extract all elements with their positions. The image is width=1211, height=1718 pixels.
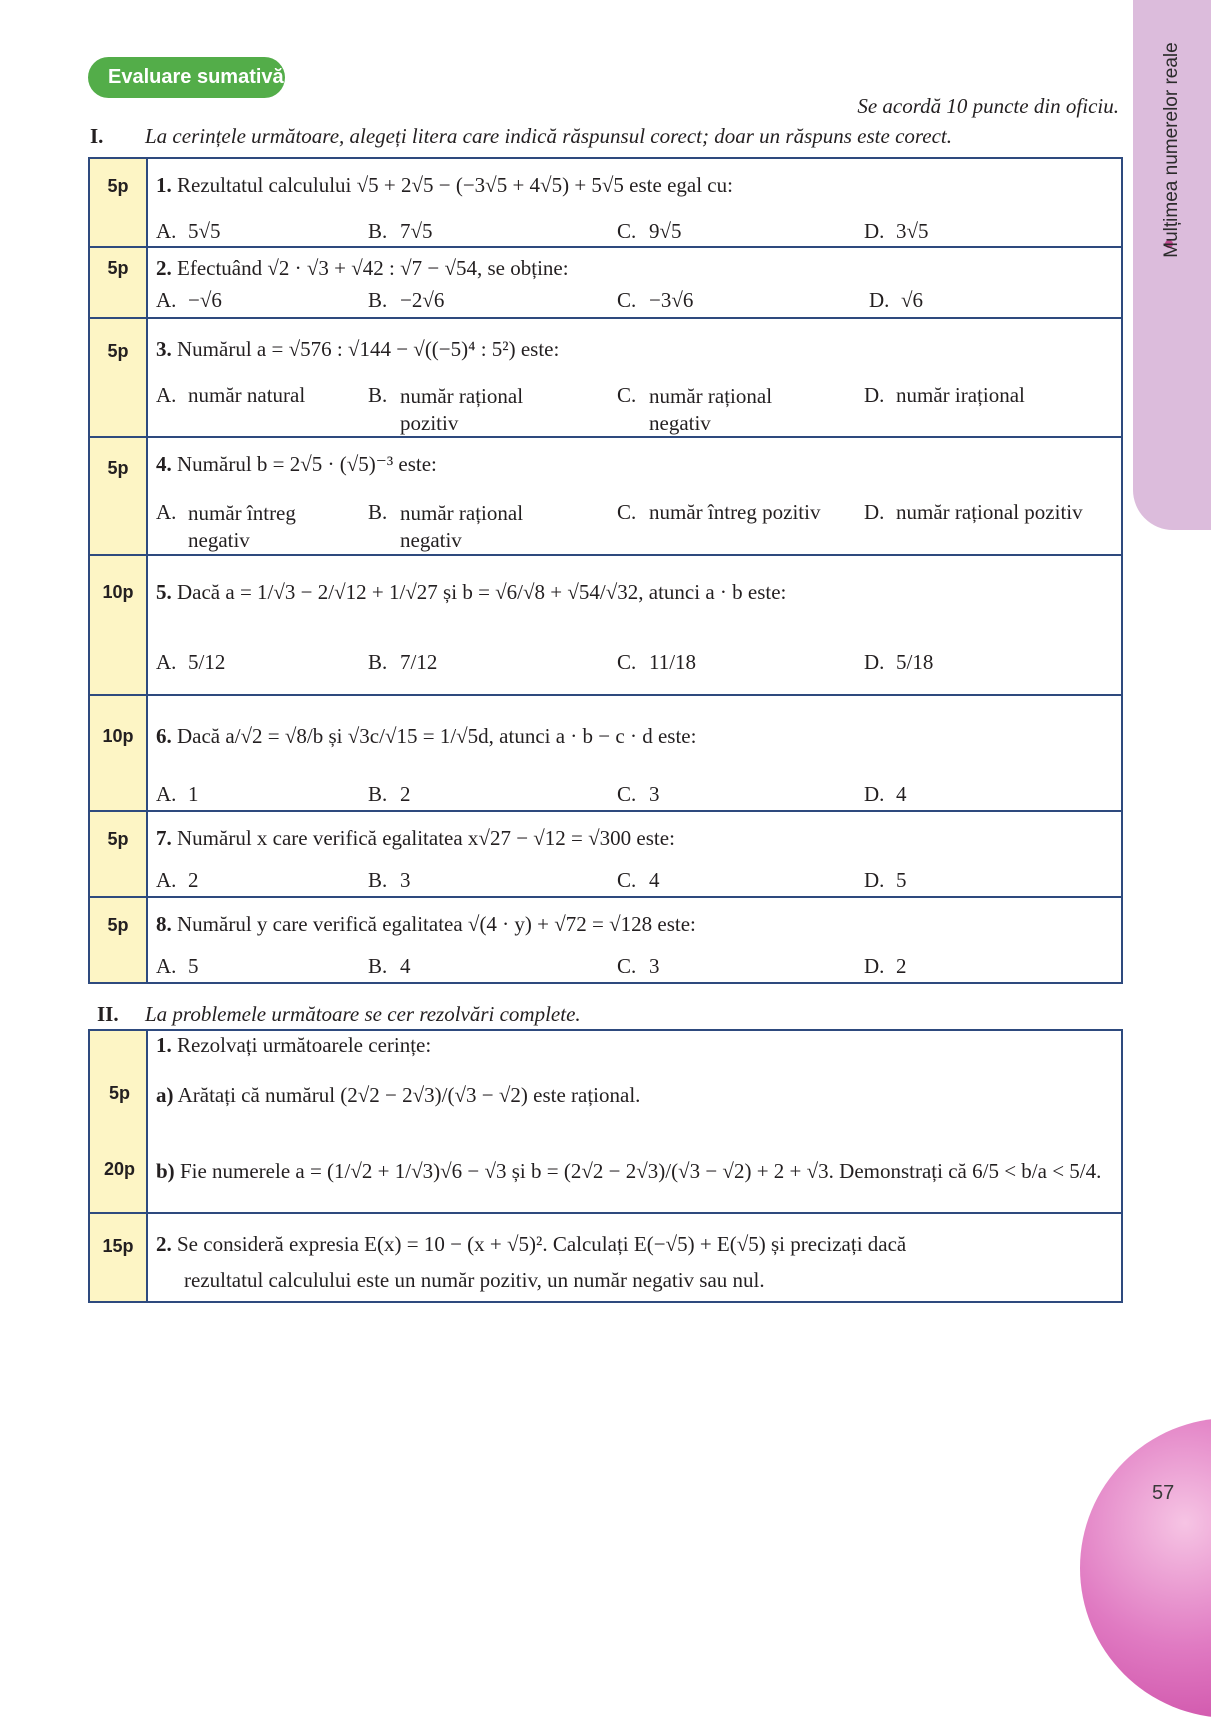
question-number: 2. [156,256,172,280]
option-a[interactable] [156,650,225,675]
option-a[interactable] [156,383,305,408]
option-text: număr rațional pozitiv [400,384,524,435]
option-text: 3√5 [896,219,929,243]
option-text: −3√6 [649,288,694,312]
option-text: 5 [896,868,907,892]
option-text: 2 [400,782,411,806]
option-a[interactable] [156,288,222,313]
question-stem [156,173,733,198]
question-row [89,437,1122,555]
option-letter: A. [156,868,177,892]
question-stem [156,912,696,937]
option-text: 9√5 [649,219,682,243]
part1-instruction: La cerințele următoare, alegeți litera care indică răspunsul corect; doar un răspuns este corect. [145,124,953,148]
option-letter: B. [368,383,388,407]
question-points: 10p [89,555,147,695]
question-body [147,247,1122,318]
option-d[interactable] [864,650,933,675]
option-c[interactable] [617,383,809,437]
problem-body [147,1030,1122,1213]
option-letter: A. [156,782,177,806]
question-stem [156,337,559,362]
question-row [89,555,1122,695]
option-letter: C. [617,650,637,674]
option-b[interactable] [368,782,411,807]
option-c[interactable] [617,219,682,244]
question-body [147,695,1122,811]
option-letter: D. [869,288,890,312]
option-text: număr natural [188,383,306,407]
problem-points: 15p [89,1213,147,1302]
section-badge: Evaluare sumativă [88,57,285,98]
question-number: 4. [156,452,172,476]
option-text: 5 [188,954,199,978]
option-b[interactable] [368,650,437,675]
option-letter: A. [156,219,177,243]
option-text: număr rațional negativ [649,384,773,435]
side-tab-title: Mulțimea numerelor reale [1161,42,1182,258]
option-text: 1 [188,782,199,806]
problem-number: 1. [156,1033,172,1057]
option-letter: A. [156,288,177,312]
option-letter: C. [617,782,637,806]
question-number: 1. [156,173,172,197]
option-letter: A. [156,954,177,978]
option-letter: C. [617,383,637,407]
option-a[interactable] [156,500,328,554]
subproblem-a [156,1083,640,1108]
option-d[interactable] [864,383,1025,408]
question-text: Numărul x care verifică egalitatea x√27 − √12 = √300 este: [177,826,675,850]
part1-numeral: I. [90,124,104,148]
subproblem-label: a) [156,1083,174,1107]
option-d[interactable] [864,219,929,244]
option-c[interactable] [617,868,660,893]
question-text: Dacă a/√2 = √8/b și √3c/√15 = 1/√5d, atunci a · b − c · d este: [177,724,697,748]
option-letter: D. [864,954,885,978]
option-b[interactable] [368,954,411,979]
question-points: 5p [89,247,147,318]
subproblem-text: Arătați că numărul (2√2 − 2√3)/(√3 − √2) este rațional. [177,1083,641,1107]
option-text: 2 [188,868,199,892]
problem-text: Se consideră expresia E(x) = 10 − (x + √5)². Calculați E(−√5) + E(√5) și precizați dacă [177,1232,907,1256]
option-text: 4 [896,782,907,806]
option-text: 5/12 [188,650,226,674]
subproblem-b [156,1159,1101,1184]
question-points: 5p [89,437,147,555]
option-text: √6 [901,288,924,312]
problem-row [89,1213,1122,1302]
option-b[interactable] [368,868,411,893]
option-d[interactable] [864,500,1083,525]
option-text: −√6 [188,288,222,312]
question-row [89,897,1122,983]
question-number: 8. [156,912,172,936]
option-d[interactable] [864,868,907,893]
question-body [147,318,1122,437]
option-b[interactable] [368,500,560,554]
option-letter: B. [368,288,388,312]
option-text: 3 [649,954,660,978]
corner-decoration [1080,1418,1211,1718]
question-stem [156,826,675,851]
problem-points-cell [89,1030,147,1213]
option-text: 4 [649,868,660,892]
question-stem [156,256,569,281]
problem-line: rezultatul calculului este un număr pozitiv, un număr negativ sau nul. [184,1268,765,1292]
question-points: 5p [89,897,147,983]
option-letter: B. [368,650,388,674]
option-a[interactable] [156,868,199,893]
option-text: număr rațional negativ [400,501,524,552]
question-row [89,811,1122,897]
question-points: 5p [89,318,147,437]
question-points: 5p [89,158,147,247]
option-text: 3 [400,868,411,892]
question-stem [156,452,437,477]
option-text: −2√6 [400,288,445,312]
option-text: 7√5 [400,219,433,243]
option-letter: C. [617,868,637,892]
part2-numeral: II. [97,1002,119,1026]
part2-table [88,1029,1123,1303]
option-b[interactable] [368,288,444,313]
question-body [147,897,1122,983]
question-stem [156,724,696,749]
option-text: număr întreg pozitiv [649,500,821,524]
option-letter: D. [864,500,885,524]
problem-row [89,1030,1122,1213]
option-text: 11/18 [649,650,697,674]
option-d[interactable] [869,288,923,313]
question-stem [156,580,786,605]
option-letter: B. [368,782,388,806]
option-text: 5/18 [896,650,934,674]
option-c[interactable] [617,500,820,525]
subproblem-text: Fie numerele a = (1/√2 + 1/√3)√6 − √3 și b = (2√2 − 2√3)/(√3 − √2) + 2 + √3. Demonstrați că 6/5 < b/a < 5/4. [179,1159,1102,1183]
option-c[interactable] [617,650,696,675]
option-letter: A. [156,383,177,407]
option-letter: A. [156,650,177,674]
subproblem-label: b) [156,1159,175,1183]
question-row [89,158,1122,247]
option-b[interactable] [368,383,560,437]
option-letter: D. [864,868,885,892]
question-row [89,247,1122,318]
part2-instruction: La problemele următoare se cer rezolvări complete. [145,1002,581,1026]
question-number: 6. [156,724,172,748]
question-number: 5. [156,580,172,604]
option-letter: A. [156,500,177,524]
question-text: Rezultatul calculului √5 + 2√5 − (−3√5 + 4√5) + 5√5 este egal cu: [177,173,733,197]
question-points: 10p [89,695,147,811]
option-letter: B. [368,500,388,524]
option-letter: C. [617,954,637,978]
question-number: 7. [156,826,172,850]
option-letter: D. [864,782,885,806]
question-number: 3. [156,337,172,361]
option-letter: B. [368,868,388,892]
option-letter: C. [617,500,637,524]
option-text: 3 [649,782,660,806]
option-letter: B. [368,219,388,243]
option-c[interactable] [617,782,660,807]
question-text: Numărul y care verifică egalitatea √(4 · y) + √72 = √128 este: [177,912,696,936]
option-text: 7/12 [400,650,438,674]
question-points: 5p [89,811,147,897]
problem-line [156,1232,906,1257]
option-letter: D. [864,650,885,674]
option-a[interactable] [156,954,199,979]
question-text: Numărul b = 2√5 · (√5)⁻³ este: [177,452,437,476]
option-text: număr întreg negativ [188,501,296,552]
option-text: număr rațional pozitiv [896,500,1083,524]
option-a[interactable] [156,219,221,244]
question-text: Dacă a = 1/√3 − 2/√12 + 1/√27 și b = √6/√8 + √54/√32, atunci a · b este: [177,580,787,604]
problem-body [147,1213,1122,1302]
option-letter: B. [368,954,388,978]
question-row [89,318,1122,437]
problem-title-text: Rezolvați următoarele cerințe: [177,1033,432,1057]
question-text: Numărul a = √576 : √144 − √((−5)⁴ : 5²) este: [177,337,560,361]
question-body [147,158,1122,247]
option-a[interactable] [156,782,199,807]
problem-number: 2. [156,1232,172,1256]
option-letter: C. [617,288,637,312]
problem-points: 20p [104,1159,136,1179]
option-text: 4 [400,954,411,978]
option-letter: C. [617,219,637,243]
option-text: număr irațional [896,383,1025,407]
option-c[interactable] [617,288,693,313]
option-letter: D. [864,219,885,243]
question-text: Efectuând √2 · √3 + √42 : √7 − √54, se obține: [177,256,569,280]
problem-points: 5p [109,1083,131,1103]
problem-title [156,1033,431,1058]
question-body [147,437,1122,555]
question-row [89,695,1122,811]
option-text: 2 [896,954,907,978]
part1-table [88,157,1123,984]
question-body [147,811,1122,897]
option-letter: D. [864,383,885,407]
page-number: 57 [1152,1482,1175,1504]
option-c[interactable] [617,954,660,979]
question-body [147,555,1122,695]
option-d[interactable] [864,782,907,807]
option-d[interactable] [864,954,907,979]
option-text: 5√5 [188,219,221,243]
office-points-note: Se acordă 10 puncte din oficiu. [857,94,1119,118]
option-b[interactable] [368,219,433,244]
